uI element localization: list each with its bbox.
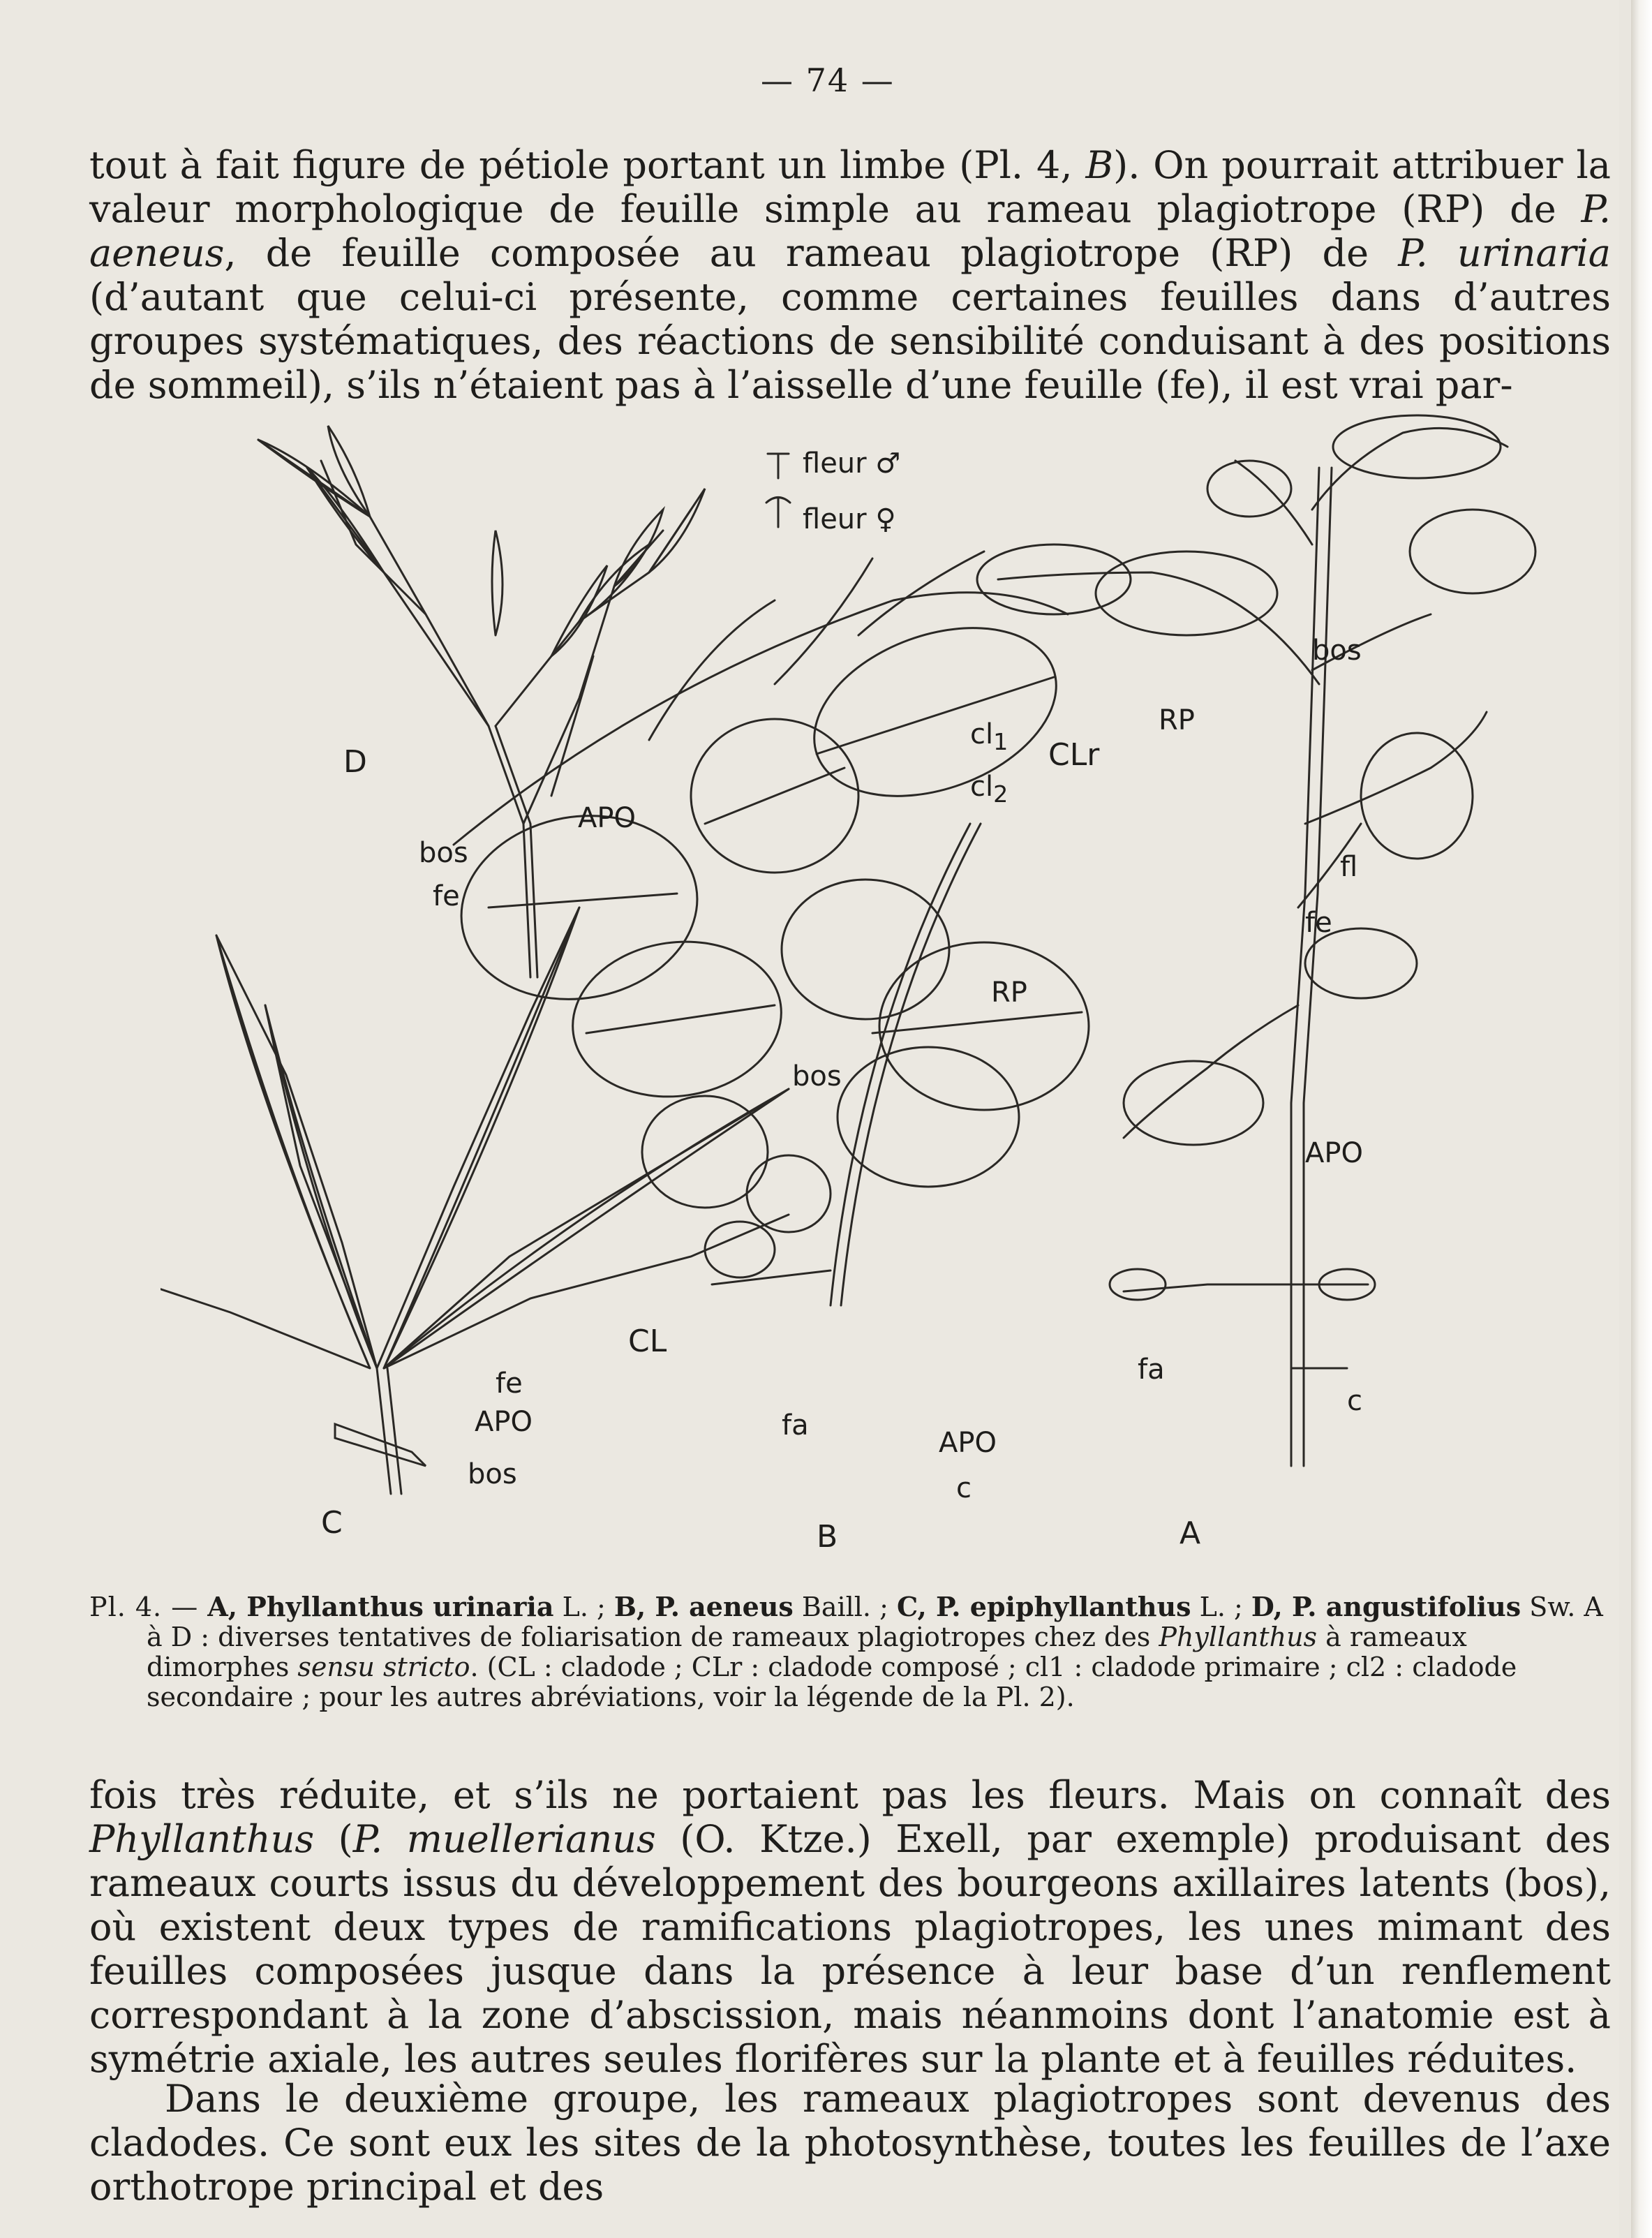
caption-a: A, Phyllanthus urinaria [207,1591,554,1622]
text-run: , de feuille composée au rameau plagiotrope (RP) de [224,231,1399,275]
label-fl-a: fl [1340,851,1358,883]
text-run: Baill. ; [793,1592,897,1622]
label-clr: CLr [1048,737,1100,773]
drawing-b [447,551,1089,1305]
body-paragraph-second-group: Dans le deuxième groupe, les rameaux plagiotropes sont devenus des cladodes. Ce sont eux les sites de la photosynthèse, toutes les feuilles de l’axe orthotrope principal et des [89,2077,1611,2209]
text-run: L. ; [553,1592,614,1622]
male-flower-icon [768,454,789,478]
label-fa-b: fa [782,1409,809,1442]
botanical-figure [161,405,1626,1578]
legend-male-label: fleur ♂ [803,447,901,480]
label-rp-a: RP [1159,704,1195,736]
plant-drawings [161,405,1626,1578]
latin-term: sensu stricto [297,1652,470,1682]
page-number: — 74 — [761,61,895,99]
label-fa-a: fa [1138,1354,1165,1386]
text-run: (d’autant que celui-ci présente, comme certaines feuilles dans d’autres groupes systématiques, des réactions de sensibilité conduisant à des positions de sommeil), s’ils n’étaient pas à l’aisselle d’une feuille (fe), il est vrai par- [89,275,1611,407]
legend-symbols [766,454,790,527]
text-run: à rameaux dimorphes [147,1622,1467,1682]
label-apo-c: APO [475,1406,533,1438]
page-edge [1631,0,1652,2238]
label-fe-c: fe [496,1368,523,1400]
caption-b: B, P. aeneus [613,1591,794,1622]
label-a: A [1180,1516,1201,1551]
species-name: P. aeneus [89,187,1611,275]
species-name: P. muellerianus [352,1817,656,1861]
label-c: C [321,1505,343,1541]
genus-name: Phyllanthus [1159,1622,1318,1652]
drawing-a [977,415,1535,1466]
label-fe-d: fe [433,880,460,912]
body-paragraph-top [89,143,1611,407]
text-run: ( [314,1817,353,1861]
label-bos-c: bos [468,1458,517,1490]
label-apo-a: APO [1305,1137,1363,1169]
caption-d: D, P. angustifolius [1251,1591,1521,1622]
caption-prefix: Pl. 4. — [89,1592,208,1622]
text-run: tout à fait figure de pétiole portant un limbe (Pl. 4, [89,143,1086,187]
label-bos-b: bos [792,1060,842,1092]
legend-female-label: fleur ♀ [803,503,896,535]
female-flower-icon [766,498,790,528]
label-cl1: $cl_1$ [970,718,1009,755]
drawing-d [258,426,705,977]
text-run: fois très réduite, et s’ils ne portaient pas les fleurs. Mais on connaît des [89,1773,1611,1817]
label-fe-a: fe [1305,907,1332,939]
label-bos-d: bos [419,837,468,869]
species-name: P. urinaria [1398,231,1611,275]
label-apo-b: APO [939,1427,997,1459]
label-bos-a: bos [1312,635,1362,667]
label-cl2: $cl_2$ [970,771,1009,808]
text-run: (O. Ktze.) Exell, par exemple) produisant des rameaux courts issus du développement des bourgeons axillaires latents (bos), où existent deux types de ramifications plagiotropes, les unes mimant des feuilles composées jusque dans la présence à leur base d’un renflement correspondant à la zone d’abscission, mais néanmoins dont l’anatomie est à symétrie axiale, les autres seules florifères sur la plante et à feuilles réduites. [89,1817,1611,2081]
label-cl: CL [628,1324,667,1359]
text-run: L. ; [1191,1592,1251,1622]
figure-ref: B [1085,143,1114,187]
label-c-b: c [956,1472,972,1504]
text-run: Sw. A à D : diverses tentatives de foliarisation de rameaux plagiotropes chez des [147,1592,1603,1652]
label-c-a: c [1347,1385,1362,1417]
body-paragraph-bottom [89,1773,1611,2081]
text-run: ). On pourrait attribuer la valeur morphologique de feuille simple au rameau plagiotrope (RP) de [89,143,1611,231]
label-d: D [343,744,367,780]
text-run: . (CL : cladode ; CLr : cladode composé ; cl1 : cladode primaire ; cl2 : cladode secondaire ; pour les autres abréviations, voir la légende de la Pl. 2). [147,1652,1517,1712]
figure-caption [89,1592,1611,1712]
label-apo-d: APO [578,802,636,834]
genus-name: Phyllanthus [89,1817,315,1861]
caption-c: C, P. epiphyllanthus [896,1591,1191,1622]
label-b: B [817,1519,838,1555]
label-rp-b: RP [991,977,1027,1009]
